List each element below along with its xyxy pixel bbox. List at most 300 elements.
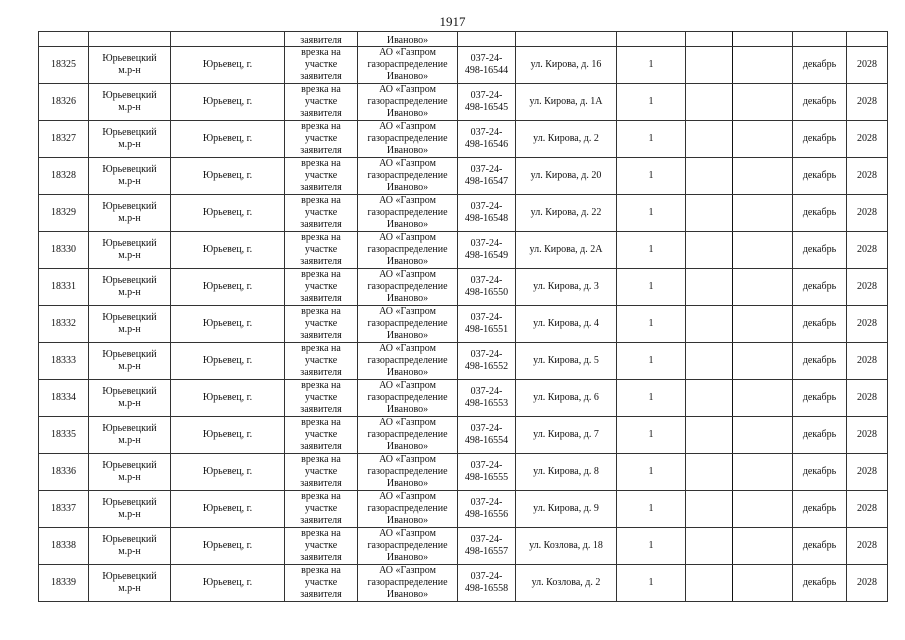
registry-code-line: 498-16555 — [464, 472, 509, 483]
cell-empty — [171, 32, 285, 47]
district-line: Юрьевецкий — [102, 497, 157, 508]
cell-empty — [733, 84, 793, 121]
registry-code — [458, 47, 516, 84]
work-type — [285, 47, 358, 84]
registry-code-line: 037-24- — [470, 460, 503, 471]
district — [89, 232, 171, 269]
registry-code — [458, 528, 516, 565]
quantity: 1 — [617, 454, 686, 491]
organization-line: Иваново» — [386, 552, 429, 563]
month: декабрь — [793, 343, 847, 380]
quantity: 1 — [617, 269, 686, 306]
quantity: 1 — [617, 121, 686, 158]
organization-line: газораспределение — [367, 429, 448, 440]
organization — [358, 306, 458, 343]
work-type-line: заявителя — [300, 108, 342, 119]
cell-empty — [686, 195, 733, 232]
month: декабрь — [793, 269, 847, 306]
cell-empty — [733, 491, 793, 528]
organization — [358, 343, 458, 380]
table-row — [39, 158, 888, 195]
district-line: Юрьевецкий — [102, 423, 157, 434]
record-number: 18339 — [39, 565, 89, 602]
record-number: 18328 — [39, 158, 89, 195]
month: декабрь — [793, 195, 847, 232]
quantity: 1 — [617, 47, 686, 84]
district-line: м.р-н — [118, 509, 141, 520]
year: 2028 — [847, 158, 888, 195]
cell-empty — [733, 232, 793, 269]
cell-empty — [733, 528, 793, 565]
cell-empty — [733, 565, 793, 602]
record-number: 18336 — [39, 454, 89, 491]
work-type-line: заявителя — [300, 478, 342, 489]
table-row — [39, 195, 888, 232]
month: декабрь — [793, 454, 847, 491]
registry-code — [458, 343, 516, 380]
city: Юрьевец, г. — [171, 121, 285, 158]
city: Юрьевец, г. — [171, 491, 285, 528]
year: 2028 — [847, 232, 888, 269]
registry-code-line: 037-24- — [470, 201, 503, 212]
organization-line: газораспределение — [367, 318, 448, 329]
table-body — [39, 32, 888, 602]
registry-code-line: 037-24- — [470, 386, 503, 397]
record-number: 18326 — [39, 84, 89, 121]
work-type-line: врезка на — [301, 417, 341, 428]
registry-code-line: 037-24- — [470, 238, 503, 249]
work-type-line: заявителя — [300, 256, 342, 267]
cell-empty — [733, 454, 793, 491]
cell-empty — [733, 417, 793, 454]
work-type-line: врезка на — [301, 84, 341, 95]
cell-empty — [686, 32, 733, 47]
work-type-line: врезка на — [301, 195, 341, 206]
registry-code-line: 037-24- — [470, 571, 503, 582]
city: Юрьевец, г. — [171, 232, 285, 269]
year: 2028 — [847, 343, 888, 380]
organization-line: газораспределение — [367, 281, 448, 292]
year: 2028 — [847, 491, 888, 528]
address: ул. Кирова, д. 5 — [516, 343, 617, 380]
registry-code-line: 037-24- — [470, 90, 503, 101]
city: Юрьевец, г. — [171, 269, 285, 306]
cell-empty — [733, 47, 793, 84]
year: 2028 — [847, 380, 888, 417]
work-type-line: участке — [304, 281, 338, 292]
continued-row-fragment — [39, 32, 888, 47]
work-type — [285, 84, 358, 121]
work-type-line: заявителя — [300, 71, 342, 82]
organization-line: газораспределение — [367, 466, 448, 477]
year: 2028 — [847, 565, 888, 602]
month: декабрь — [793, 528, 847, 565]
work-type-line: врезка на — [301, 528, 341, 539]
organization-line: Иваново» — [386, 145, 429, 156]
work-type-line: участке — [304, 392, 338, 403]
table-row — [39, 269, 888, 306]
city: Юрьевец, г. — [171, 417, 285, 454]
organization-line: газораспределение — [367, 392, 448, 403]
work-type — [285, 121, 358, 158]
work-type-line: участке — [304, 318, 338, 329]
district-line: Юрьевецкий — [102, 312, 157, 323]
record-number: 18335 — [39, 417, 89, 454]
district — [89, 158, 171, 195]
month: декабрь — [793, 232, 847, 269]
month: декабрь — [793, 306, 847, 343]
work-type-line: врезка на — [301, 343, 341, 354]
cell-empty — [733, 380, 793, 417]
district — [89, 528, 171, 565]
city: Юрьевец, г. — [171, 158, 285, 195]
table-row — [39, 528, 888, 565]
city: Юрьевец, г. — [171, 84, 285, 121]
registry-code-line: 498-16558 — [464, 583, 509, 594]
cell-empty — [686, 306, 733, 343]
work-type-line: участке — [304, 59, 338, 70]
registry-code-line: 037-24- — [470, 423, 503, 434]
cell-empty — [458, 32, 516, 47]
work-type-line: участке — [304, 466, 338, 477]
city: Юрьевец, г. — [171, 306, 285, 343]
registry-code-line: 037-24- — [470, 53, 503, 64]
district — [89, 417, 171, 454]
registry-code — [458, 232, 516, 269]
cell-empty — [686, 47, 733, 84]
registry-code-line: 037-24- — [470, 312, 503, 323]
quantity: 1 — [617, 84, 686, 121]
city: Юрьевец, г. — [171, 343, 285, 380]
registry-code — [458, 121, 516, 158]
organization-line: АО «Газпром — [379, 343, 436, 354]
organization-line: газораспределение — [367, 355, 448, 366]
organization-line: Иваново» — [386, 367, 429, 378]
table-row — [39, 232, 888, 269]
district — [89, 84, 171, 121]
district-line: Юрьевецкий — [102, 201, 157, 212]
district-line: м.р-н — [118, 361, 141, 372]
record-number: 18325 — [39, 47, 89, 84]
work-type-fragment: заявителя — [285, 32, 358, 47]
quantity: 1 — [617, 232, 686, 269]
organization-line: Иваново» — [386, 330, 429, 341]
quantity: 1 — [617, 343, 686, 380]
work-type-line: участке — [304, 577, 338, 588]
work-type-line: врезка на — [301, 565, 341, 576]
work-type-line: участке — [304, 133, 338, 144]
district-line: м.р-н — [118, 102, 141, 113]
organization-line: Иваново» — [386, 219, 429, 230]
registry-code-line: 498-16546 — [464, 139, 509, 150]
table-row — [39, 454, 888, 491]
cell-empty — [686, 417, 733, 454]
work-type-line: заявителя — [300, 552, 342, 563]
district-line: м.р-н — [118, 583, 141, 594]
organization — [358, 528, 458, 565]
year: 2028 — [847, 47, 888, 84]
cell-empty — [516, 32, 617, 47]
district-line: Юрьевецкий — [102, 164, 157, 175]
district-line: Юрьевецкий — [102, 534, 157, 545]
year: 2028 — [847, 269, 888, 306]
registry-code — [458, 269, 516, 306]
work-type-line: врезка на — [301, 232, 341, 243]
city: Юрьевец, г. — [171, 380, 285, 417]
registry-code-line: 498-16550 — [464, 287, 509, 298]
work-type-line: врезка на — [301, 121, 341, 132]
address: ул. Кирова, д. 9 — [516, 491, 617, 528]
organization-line: Иваново» — [386, 71, 429, 82]
organization-line: АО «Газпром — [379, 565, 436, 576]
quantity: 1 — [617, 195, 686, 232]
address: ул. Кирова, д. 3 — [516, 269, 617, 306]
year: 2028 — [847, 84, 888, 121]
registry-code-line: 498-16551 — [464, 324, 509, 335]
cell-empty — [686, 491, 733, 528]
cell-empty — [686, 84, 733, 121]
year: 2028 — [847, 417, 888, 454]
quantity: 1 — [617, 306, 686, 343]
registry-code — [458, 454, 516, 491]
cell-empty — [686, 232, 733, 269]
cell-empty — [793, 32, 847, 47]
work-type — [285, 417, 358, 454]
work-type — [285, 306, 358, 343]
cell-empty — [733, 32, 793, 47]
year: 2028 — [847, 121, 888, 158]
district — [89, 491, 171, 528]
organization-line: АО «Газпром — [379, 528, 436, 539]
organization-line: АО «Газпром — [379, 380, 436, 391]
cell-empty — [733, 343, 793, 380]
table-row — [39, 380, 888, 417]
work-type-line: заявителя — [300, 404, 342, 415]
record-number: 18338 — [39, 528, 89, 565]
city: Юрьевец, г. — [171, 528, 285, 565]
table-row — [39, 306, 888, 343]
organization — [358, 47, 458, 84]
address: ул. Кирова, д. 1А — [516, 84, 617, 121]
organization-line: Иваново» — [386, 108, 429, 119]
organization-line: АО «Газпром — [379, 417, 436, 428]
registry-code-line: 498-16552 — [464, 361, 509, 372]
work-type-line: заявителя — [300, 367, 342, 378]
district-line: м.р-н — [118, 176, 141, 187]
city: Юрьевец, г. — [171, 47, 285, 84]
address: ул. Козлова, д. 2 — [516, 565, 617, 602]
city: Юрьевец, г. — [171, 565, 285, 602]
district-line: Юрьевецкий — [102, 127, 157, 138]
district — [89, 47, 171, 84]
organization-line: АО «Газпром — [379, 306, 436, 317]
organization — [358, 380, 458, 417]
district-line: м.р-н — [118, 250, 141, 261]
organization — [358, 232, 458, 269]
district-line: Юрьевецкий — [102, 275, 157, 286]
registry-code-line: 498-16548 — [464, 213, 509, 224]
organization — [358, 158, 458, 195]
work-type-line: заявителя — [300, 293, 342, 304]
work-type-line: участке — [304, 355, 338, 366]
cell-empty — [847, 32, 888, 47]
work-type-line: врезка на — [301, 47, 341, 58]
table-row — [39, 121, 888, 158]
work-type — [285, 343, 358, 380]
district-line: м.р-н — [118, 139, 141, 150]
organization-line: АО «Газпром — [379, 84, 436, 95]
year: 2028 — [847, 528, 888, 565]
registry-code — [458, 84, 516, 121]
organization-line: Иваново» — [386, 589, 429, 600]
cell-empty — [733, 195, 793, 232]
district-line: Юрьевецкий — [102, 53, 157, 64]
month: декабрь — [793, 491, 847, 528]
registry-code — [458, 158, 516, 195]
work-type-line: врезка на — [301, 491, 341, 502]
address: ул. Кирова, д. 6 — [516, 380, 617, 417]
work-type-line: врезка на — [301, 269, 341, 280]
district-line: м.р-н — [118, 435, 141, 446]
organization-line: АО «Газпром — [379, 491, 436, 502]
district-line: м.р-н — [118, 472, 141, 483]
month: декабрь — [793, 47, 847, 84]
table-row — [39, 343, 888, 380]
register-table — [38, 31, 888, 602]
organization-line: АО «Газпром — [379, 195, 436, 206]
registry-code — [458, 417, 516, 454]
cell-empty — [39, 32, 89, 47]
cell-empty — [733, 121, 793, 158]
cell-empty — [686, 158, 733, 195]
district — [89, 343, 171, 380]
work-type-line: заявителя — [300, 182, 342, 193]
quantity: 1 — [617, 158, 686, 195]
work-type — [285, 269, 358, 306]
work-type — [285, 491, 358, 528]
work-type — [285, 195, 358, 232]
organization-line: Иваново» — [386, 293, 429, 304]
district — [89, 195, 171, 232]
district-line: м.р-н — [118, 324, 141, 335]
organization-line: газораспределение — [367, 170, 448, 181]
page-number: 1917 — [439, 14, 466, 29]
organization — [358, 84, 458, 121]
record-number: 18337 — [39, 491, 89, 528]
work-type-line: участке — [304, 207, 338, 218]
cell-empty — [686, 528, 733, 565]
cell-empty — [686, 343, 733, 380]
organization — [358, 491, 458, 528]
work-type — [285, 454, 358, 491]
address: ул. Кирова, д. 2 — [516, 121, 617, 158]
district-line: Юрьевецкий — [102, 238, 157, 249]
table-row — [39, 565, 888, 602]
quantity: 1 — [617, 417, 686, 454]
organization-line: Иваново» — [386, 256, 429, 267]
cell-empty — [686, 454, 733, 491]
registry-code-line: 037-24- — [470, 497, 503, 508]
record-number: 18329 — [39, 195, 89, 232]
year: 2028 — [847, 306, 888, 343]
organization-line: газораспределение — [367, 133, 448, 144]
registry-code-line: 037-24- — [470, 534, 503, 545]
registry-code-line: 037-24- — [470, 275, 503, 286]
district — [89, 454, 171, 491]
registry-code — [458, 306, 516, 343]
district — [89, 121, 171, 158]
table-row — [39, 47, 888, 84]
work-type-line: участке — [304, 503, 338, 514]
registry-code-line: 498-16544 — [464, 65, 509, 76]
organization-line: Иваново» — [386, 478, 429, 489]
address: ул. Кирова, д. 4 — [516, 306, 617, 343]
organization — [358, 269, 458, 306]
year: 2028 — [847, 454, 888, 491]
work-type-line: врезка на — [301, 158, 341, 169]
organization-line: АО «Газпром — [379, 454, 436, 465]
cell-empty — [617, 32, 686, 47]
organization-line: АО «Газпром — [379, 121, 436, 132]
district-line: м.р-н — [118, 65, 141, 76]
organization-line: газораспределение — [367, 244, 448, 255]
organization-line: газораспределение — [367, 577, 448, 588]
district-line: Юрьевецкий — [102, 460, 157, 471]
registry-code-line: 498-16553 — [464, 398, 509, 409]
registry-code-line: 037-24- — [470, 164, 503, 175]
work-type — [285, 232, 358, 269]
work-type-line: врезка на — [301, 380, 341, 391]
organization-line: газораспределение — [367, 207, 448, 218]
organization-line: АО «Газпром — [379, 158, 436, 169]
cell-empty — [733, 306, 793, 343]
quantity: 1 — [617, 491, 686, 528]
record-number: 18333 — [39, 343, 89, 380]
city: Юрьевец, г. — [171, 454, 285, 491]
work-type-line: заявителя — [300, 145, 342, 156]
district-line: м.р-н — [118, 213, 141, 224]
registry-code-line: 498-16554 — [464, 435, 509, 446]
district — [89, 565, 171, 602]
quantity: 1 — [617, 380, 686, 417]
district-line: м.р-н — [118, 546, 141, 557]
district-line: Юрьевецкий — [102, 571, 157, 582]
organization-line: газораспределение — [367, 59, 448, 70]
cell-empty — [733, 269, 793, 306]
quantity: 1 — [617, 528, 686, 565]
organization-line: Иваново» — [386, 182, 429, 193]
month: декабрь — [793, 158, 847, 195]
cell-empty — [686, 565, 733, 602]
work-type-line: заявителя — [300, 515, 342, 526]
address: ул. Кирова, д. 2А — [516, 232, 617, 269]
registry-code-line: 498-16557 — [464, 546, 509, 557]
record-number: 18334 — [39, 380, 89, 417]
organization-line: АО «Газпром — [379, 47, 436, 58]
address: ул. Козлова, д. 18 — [516, 528, 617, 565]
district-line: м.р-н — [118, 287, 141, 298]
work-type — [285, 158, 358, 195]
cell-empty — [733, 158, 793, 195]
cell-empty — [89, 32, 171, 47]
organization — [358, 121, 458, 158]
work-type-line: врезка на — [301, 454, 341, 465]
work-type — [285, 380, 358, 417]
registry-code-line: 498-16556 — [464, 509, 509, 520]
month: декабрь — [793, 84, 847, 121]
registry-code-line: 498-16549 — [464, 250, 509, 261]
address: ул. Кирова, д. 20 — [516, 158, 617, 195]
